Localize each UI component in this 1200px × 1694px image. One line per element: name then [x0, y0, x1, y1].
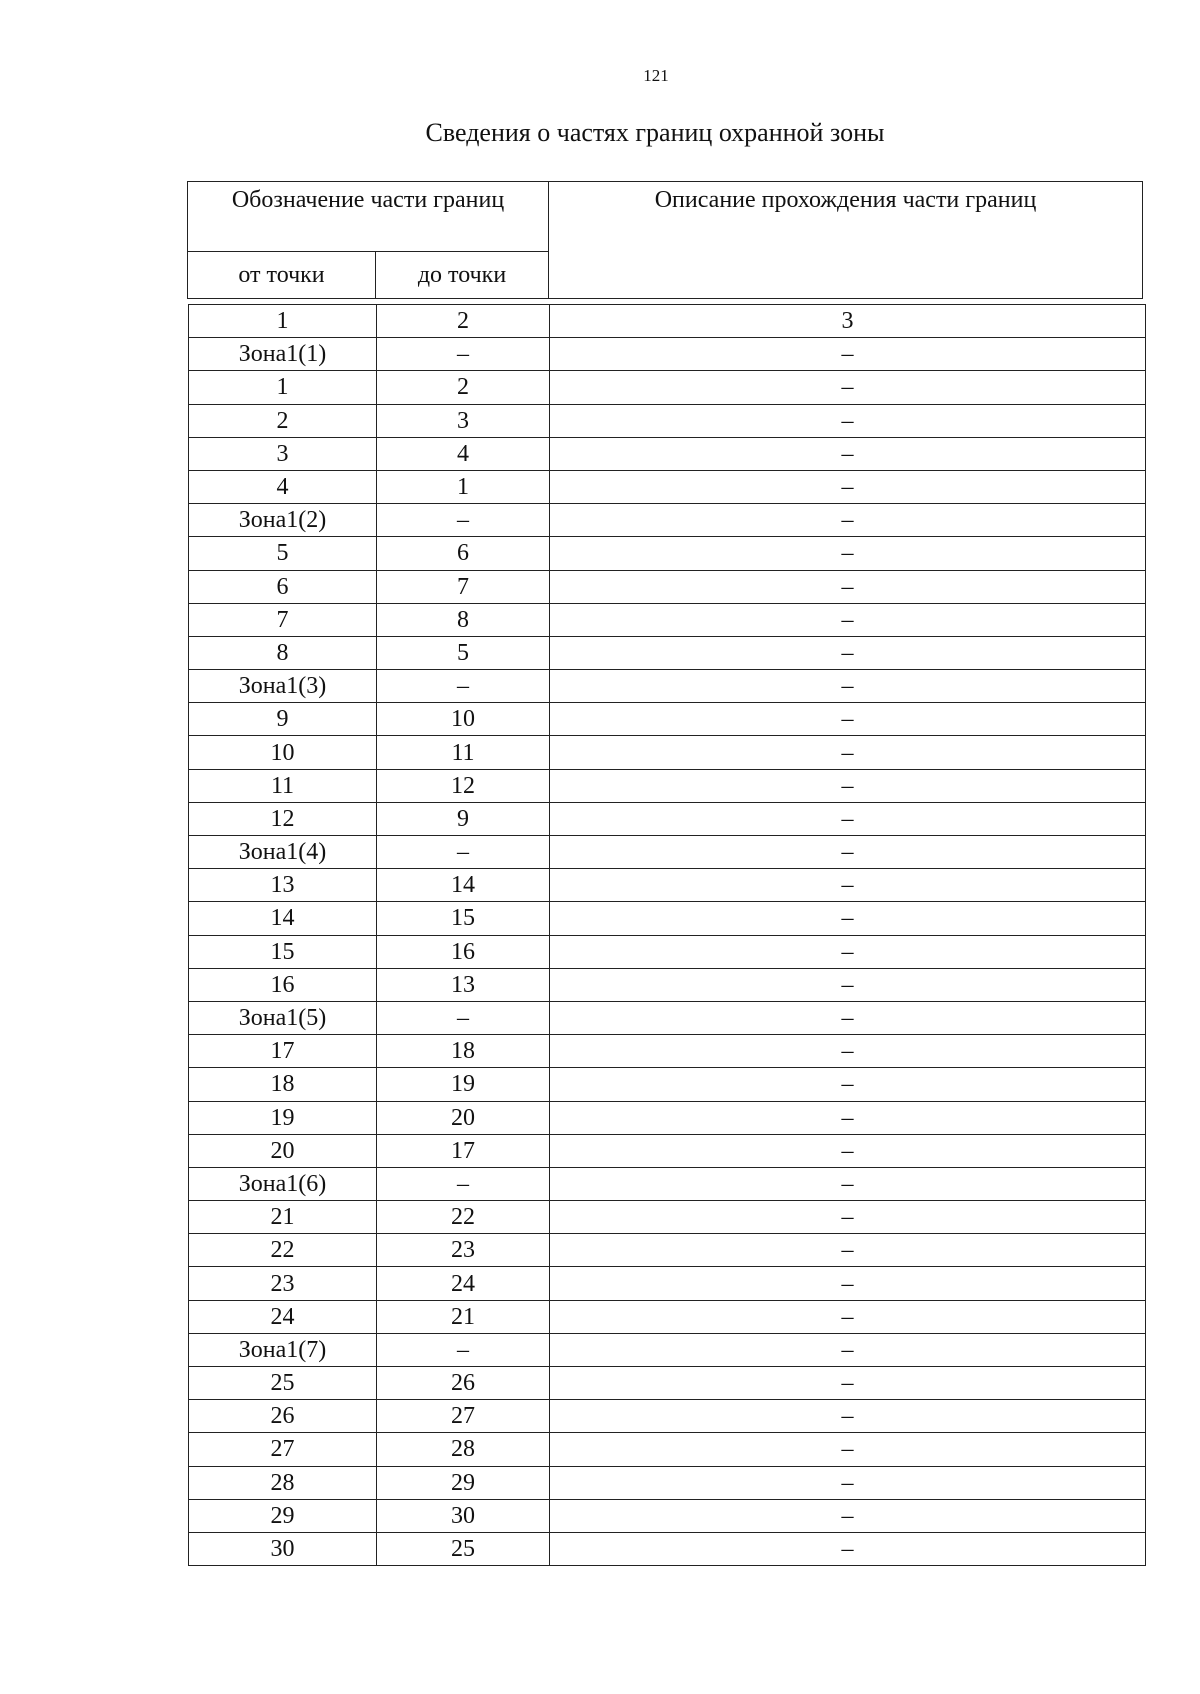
table-row — [189, 869, 1146, 902]
cell-from-point: 10 — [189, 736, 377, 769]
table-row — [189, 769, 1146, 802]
table-row — [189, 1035, 1146, 1068]
cell-description: – — [550, 570, 1146, 603]
cell-from-point: 1 — [189, 305, 377, 338]
cell-from-point: Зона1(1) — [189, 338, 377, 371]
cell-to-point: 23 — [377, 1234, 550, 1267]
cell-to-point: – — [377, 1001, 550, 1034]
cell-description: – — [550, 1300, 1146, 1333]
cell-from-point: 18 — [189, 1068, 377, 1101]
table-row — [189, 437, 1146, 470]
cell-description: – — [550, 1367, 1146, 1400]
cell-from-point: 13 — [189, 869, 377, 902]
cell-to-point: 13 — [377, 968, 550, 1001]
cell-to-point: 17 — [377, 1134, 550, 1167]
cell-description: – — [550, 1167, 1146, 1200]
cell-from-point: 27 — [189, 1433, 377, 1466]
table-body — [189, 305, 1146, 1566]
table-row — [189, 1466, 1146, 1499]
cell-to-point: 5 — [377, 636, 550, 669]
cell-description: – — [550, 836, 1146, 869]
cell-description: – — [550, 935, 1146, 968]
cell-to-point: 19 — [377, 1068, 550, 1101]
table-row — [189, 570, 1146, 603]
table-row — [189, 338, 1146, 371]
cell-to-point: 18 — [377, 1035, 550, 1068]
table-row — [189, 935, 1146, 968]
cell-from-point: 2 — [189, 404, 377, 437]
cell-description: – — [550, 769, 1146, 802]
table-row — [189, 1267, 1146, 1300]
cell-to-point: 20 — [377, 1101, 550, 1134]
cell-to-point: 24 — [377, 1267, 550, 1300]
cell-from-point: 29 — [189, 1499, 377, 1532]
cell-to-point: 15 — [377, 902, 550, 935]
table-row — [189, 1400, 1146, 1433]
cell-description: – — [550, 371, 1146, 404]
cell-from-point: Зона1(6) — [189, 1167, 377, 1200]
cell-from-point: 16 — [189, 968, 377, 1001]
cell-description: – — [550, 703, 1146, 736]
cell-to-point: 16 — [377, 935, 550, 968]
table-row — [189, 670, 1146, 703]
cell-description: – — [550, 1400, 1146, 1433]
table-row — [189, 636, 1146, 669]
table-row — [189, 1001, 1146, 1034]
table-row — [189, 1367, 1146, 1400]
cell-from-point: 20 — [189, 1134, 377, 1167]
cell-description: – — [550, 603, 1146, 636]
table-row — [189, 902, 1146, 935]
cell-to-point: – — [377, 836, 550, 869]
table-row — [189, 1134, 1146, 1167]
cell-description: – — [550, 437, 1146, 470]
table-row — [189, 836, 1146, 869]
cell-description: – — [550, 1101, 1146, 1134]
cell-to-point: 27 — [377, 1400, 550, 1433]
cell-description: – — [550, 869, 1146, 902]
table-row — [189, 371, 1146, 404]
cell-to-point: 21 — [377, 1300, 550, 1333]
cell-from-point: 30 — [189, 1532, 377, 1565]
table-row — [189, 404, 1146, 437]
cell-to-point: 1 — [377, 470, 550, 503]
cell-to-point: – — [377, 338, 550, 371]
cell-to-point: 7 — [377, 570, 550, 603]
cell-from-point: 7 — [189, 603, 377, 636]
cell-description: – — [550, 1068, 1146, 1101]
cell-from-point: 12 — [189, 802, 377, 835]
cell-from-point: 26 — [189, 1400, 377, 1433]
cell-description: – — [550, 1201, 1146, 1234]
cell-description: – — [550, 537, 1146, 570]
cell-description: – — [550, 1333, 1146, 1366]
cell-from-point: 9 — [189, 703, 377, 736]
table-row — [189, 1333, 1146, 1366]
header-to-point: до точки — [376, 252, 549, 299]
cell-to-point: 12 — [377, 769, 550, 802]
table-row — [189, 1201, 1146, 1234]
cell-description: – — [550, 968, 1146, 1001]
cell-to-point: 2 — [377, 371, 550, 404]
cell-from-point: 28 — [189, 1466, 377, 1499]
cell-description: – — [550, 1035, 1146, 1068]
table-row — [189, 1167, 1146, 1200]
cell-description: – — [550, 404, 1146, 437]
table-row — [189, 537, 1146, 570]
cell-description: – — [550, 670, 1146, 703]
table-header — [187, 181, 1143, 299]
cell-to-point: 26 — [377, 1367, 550, 1400]
cell-description: – — [550, 1134, 1146, 1167]
cell-from-point: 14 — [189, 902, 377, 935]
table-row — [189, 703, 1146, 736]
cell-to-point: – — [377, 1333, 550, 1366]
cell-to-point: 30 — [377, 1499, 550, 1532]
header-from-point: от точки — [188, 252, 376, 299]
cell-to-point: 8 — [377, 603, 550, 636]
cell-to-point: – — [377, 1167, 550, 1200]
cell-from-point: 11 — [189, 769, 377, 802]
cell-description: – — [550, 902, 1146, 935]
cell-to-point: 9 — [377, 802, 550, 835]
page-number: 121 — [643, 66, 669, 85]
cell-from-point: 25 — [189, 1367, 377, 1400]
cell-from-point: Зона1(5) — [189, 1001, 377, 1034]
cell-from-point: 1 — [189, 371, 377, 404]
cell-to-point: 4 — [377, 437, 550, 470]
cell-from-point: 22 — [189, 1234, 377, 1267]
cell-description: 3 — [550, 305, 1146, 338]
table-row — [189, 603, 1146, 636]
cell-description: – — [550, 1532, 1146, 1565]
header-designation: Обозначение части границ — [188, 182, 549, 252]
cell-description: – — [550, 802, 1146, 835]
cell-from-point: Зона1(3) — [189, 670, 377, 703]
table-row — [189, 305, 1146, 338]
cell-to-point: – — [377, 504, 550, 537]
cell-description: – — [550, 736, 1146, 769]
cell-description: – — [550, 470, 1146, 503]
table-row — [189, 1101, 1146, 1134]
cell-description: – — [550, 338, 1146, 371]
cell-description: – — [550, 1466, 1146, 1499]
cell-from-point: 21 — [189, 1201, 377, 1234]
table-row — [189, 968, 1146, 1001]
cell-to-point: 11 — [377, 736, 550, 769]
table-row — [189, 504, 1146, 537]
cell-to-point: 28 — [377, 1433, 550, 1466]
table-row — [189, 802, 1146, 835]
table-row — [189, 1234, 1146, 1267]
cell-to-point: 14 — [377, 869, 550, 902]
cell-from-point: Зона1(4) — [189, 836, 377, 869]
boundary-parts-table — [188, 304, 1146, 1566]
cell-description: – — [550, 1267, 1146, 1300]
page-title: Сведения о частях границ охранной зоны — [425, 118, 885, 147]
table-row — [189, 1068, 1146, 1101]
cell-from-point: 19 — [189, 1101, 377, 1134]
cell-from-point: 23 — [189, 1267, 377, 1300]
cell-description: – — [550, 1234, 1146, 1267]
cell-to-point: 25 — [377, 1532, 550, 1565]
table-row — [189, 470, 1146, 503]
table-row — [189, 1499, 1146, 1532]
cell-to-point: 10 — [377, 703, 550, 736]
cell-description: – — [550, 1433, 1146, 1466]
cell-description: – — [550, 636, 1146, 669]
cell-from-point: 17 — [189, 1035, 377, 1068]
cell-from-point: 24 — [189, 1300, 377, 1333]
cell-description: – — [550, 504, 1146, 537]
cell-to-point: – — [377, 670, 550, 703]
cell-description: – — [550, 1499, 1146, 1532]
cell-from-point: 15 — [189, 935, 377, 968]
header-description: Описание прохождения части границ — [549, 182, 1143, 299]
table-row — [189, 736, 1146, 769]
cell-to-point: 6 — [377, 537, 550, 570]
table-row — [189, 1433, 1146, 1466]
cell-to-point: 2 — [377, 305, 550, 338]
cell-from-point: 8 — [189, 636, 377, 669]
table-row — [189, 1532, 1146, 1565]
cell-from-point: 6 — [189, 570, 377, 603]
cell-to-point: 29 — [377, 1466, 550, 1499]
cell-from-point: 3 — [189, 437, 377, 470]
table-row — [189, 1300, 1146, 1333]
cell-from-point: 4 — [189, 470, 377, 503]
cell-from-point: Зона1(7) — [189, 1333, 377, 1366]
cell-description: – — [550, 1001, 1146, 1034]
cell-to-point: 22 — [377, 1201, 550, 1234]
cell-from-point: 5 — [189, 537, 377, 570]
cell-to-point: 3 — [377, 404, 550, 437]
cell-from-point: Зона1(2) — [189, 504, 377, 537]
